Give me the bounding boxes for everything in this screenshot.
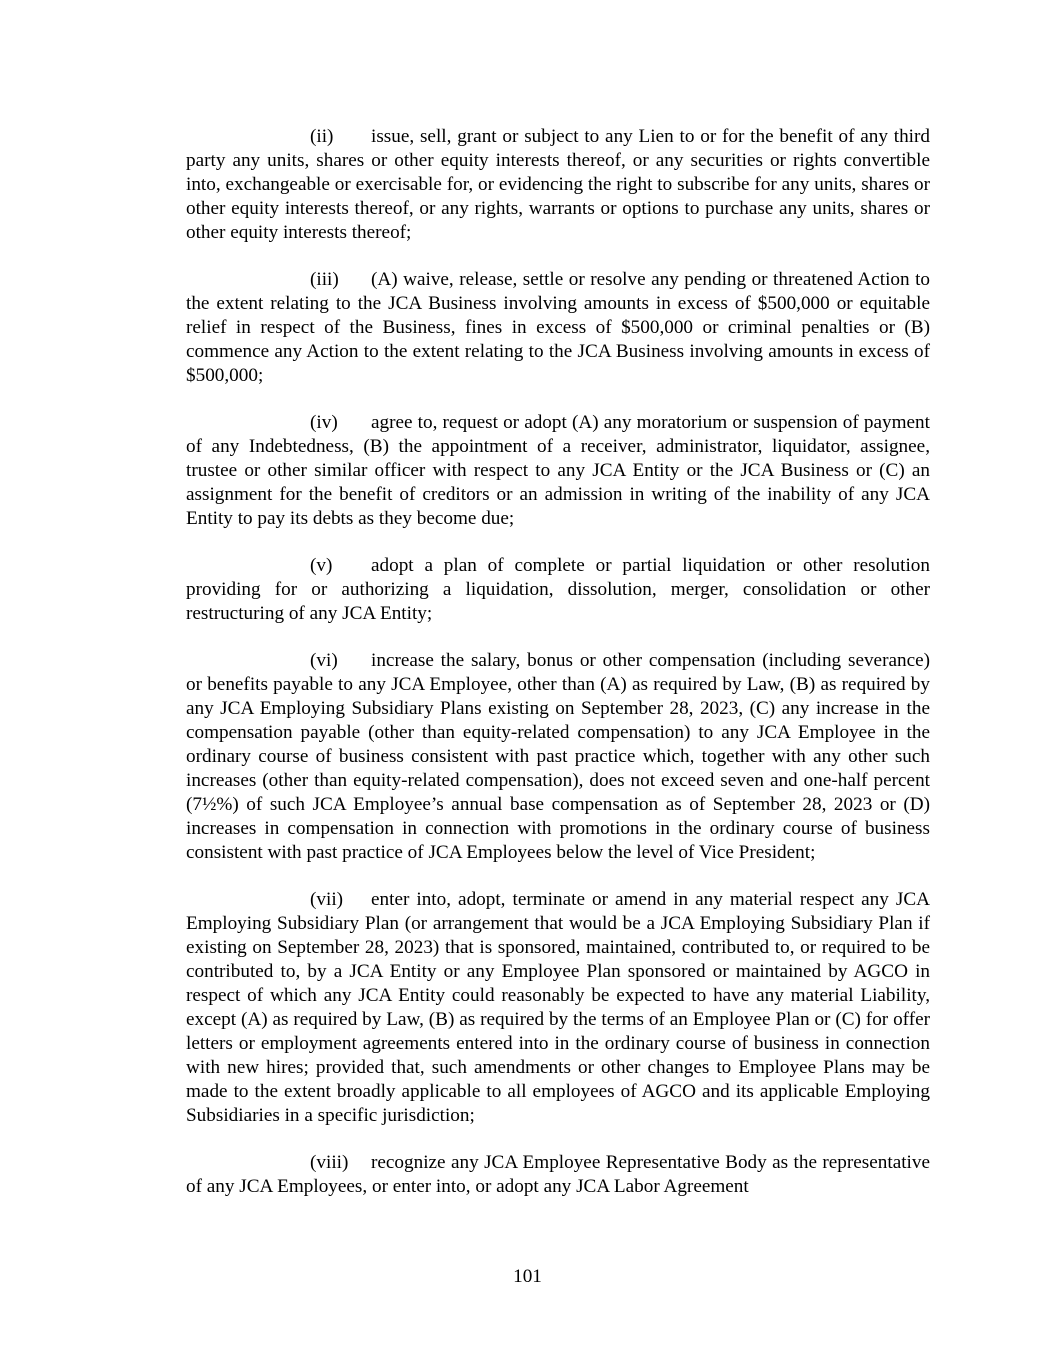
- clause-text: increase the salary, bonus or other compensation (including severance) or benefits payable to any JCA Employee, other than (A) as required by Law, (B) as required by any JCA Employing Subsidiary Plans existing on September 28, 2023, (C) any increase in the compensation payable (other than equity-related compensation) to any JCA Employee in the ordinary course of business consistent with past practice which, together with any other such increases (other than equity-related compensation), does not exceed seven and one-half percent (7½%) of such JCA Employee’s annual base compensation as of September 28, 2023 or (D) increases in compensation in connection with promotions in the ordinary course of business consistent with past practice of JCA Employees below the level of Vice President;: [186, 650, 930, 863]
- document-body: [186, 125, 930, 1199]
- page-number: 101: [513, 1266, 542, 1287]
- clause-viii: [186, 1151, 930, 1199]
- clause-number: (iv): [310, 412, 338, 433]
- clause-number: (ii): [310, 126, 334, 147]
- clause-text: enter into, adopt, terminate or amend in any material respect any JCA Employing Subsidiary Plan (or arrangement that would be a JCA Employing Subsidiary Plan if existing on September 28, 2023) that is sponsored, maintained, contributed to, or required to be contributed to, by a JCA Entity or any Employee Plan sponsored or maintained by AGCO in respect of which any JCA Entity could reasonably be expected to have any material Liability, except (A) as required by Law, (B) as required by the terms of an Employee Plan or (C) for offer letters or employment agreements entered into in the ordinary course of business in connection with new hires; provided that, such amendments or other changes to Employee Plans may be made to the extent broadly applicable to all employees of AGCO and its applicable Employing Subsidiaries in a specific jurisdiction;: [186, 889, 930, 1126]
- clause-vi: [186, 649, 930, 865]
- clause-iv: [186, 411, 930, 531]
- clause-number: (iii): [310, 269, 339, 290]
- clause-number: (v): [310, 555, 333, 576]
- clause-vii: [186, 888, 930, 1128]
- clause-text: agree to, request or adopt (A) any moratorium or suspension of payment of any Indebtedness, (B) the appointment of a receiver, administrator, liquidator, assignee, trustee or other similar officer with respect to any JCA Entity or the JCA Business or (C) an assignment for the benefit of creditors or an admission in writing of the inability of any JCA Entity to pay its debts as they become due;: [186, 412, 930, 529]
- clause-ii: [186, 125, 930, 245]
- clause-number: (vi): [310, 650, 338, 671]
- clause-v: [186, 554, 930, 626]
- clause-iii: [186, 268, 930, 388]
- clause-text: issue, sell, grant or subject to any Lien to or for the benefit of any third party any units, shares or other equity interests thereof, or any securities or rights convertible into, exchangeable or exercisable for, or evidencing the right to subscribe for any units, shares or other equity interests thereof, or any rights, warrants or options to purchase any units, shares or other equity interests thereof;: [186, 126, 930, 243]
- clause-number: (viii): [310, 1152, 349, 1173]
- clause-text: (A) waive, release, settle or resolve any pending or threatened Action to the extent relating to the JCA Business involving amounts in excess of $500,000 or equitable relief in respect of the Business, fines in excess of $500,000 or criminal penalties or (B) commence any Action to the extent relating to the JCA Business involving amounts in excess of $500,000;: [186, 269, 930, 386]
- clause-text: adopt a plan of complete or partial liquidation or other resolution providing for or authorizing a liquidation, dissolution, merger, consolidation or other restructuring of any JCA Entity;: [186, 555, 930, 624]
- clause-number: (vii): [310, 889, 344, 910]
- clause-text: recognize any JCA Employee Representative Body as the representative of any JCA Employees, or enter into, or adopt any JCA Labor Agreement: [186, 1152, 930, 1197]
